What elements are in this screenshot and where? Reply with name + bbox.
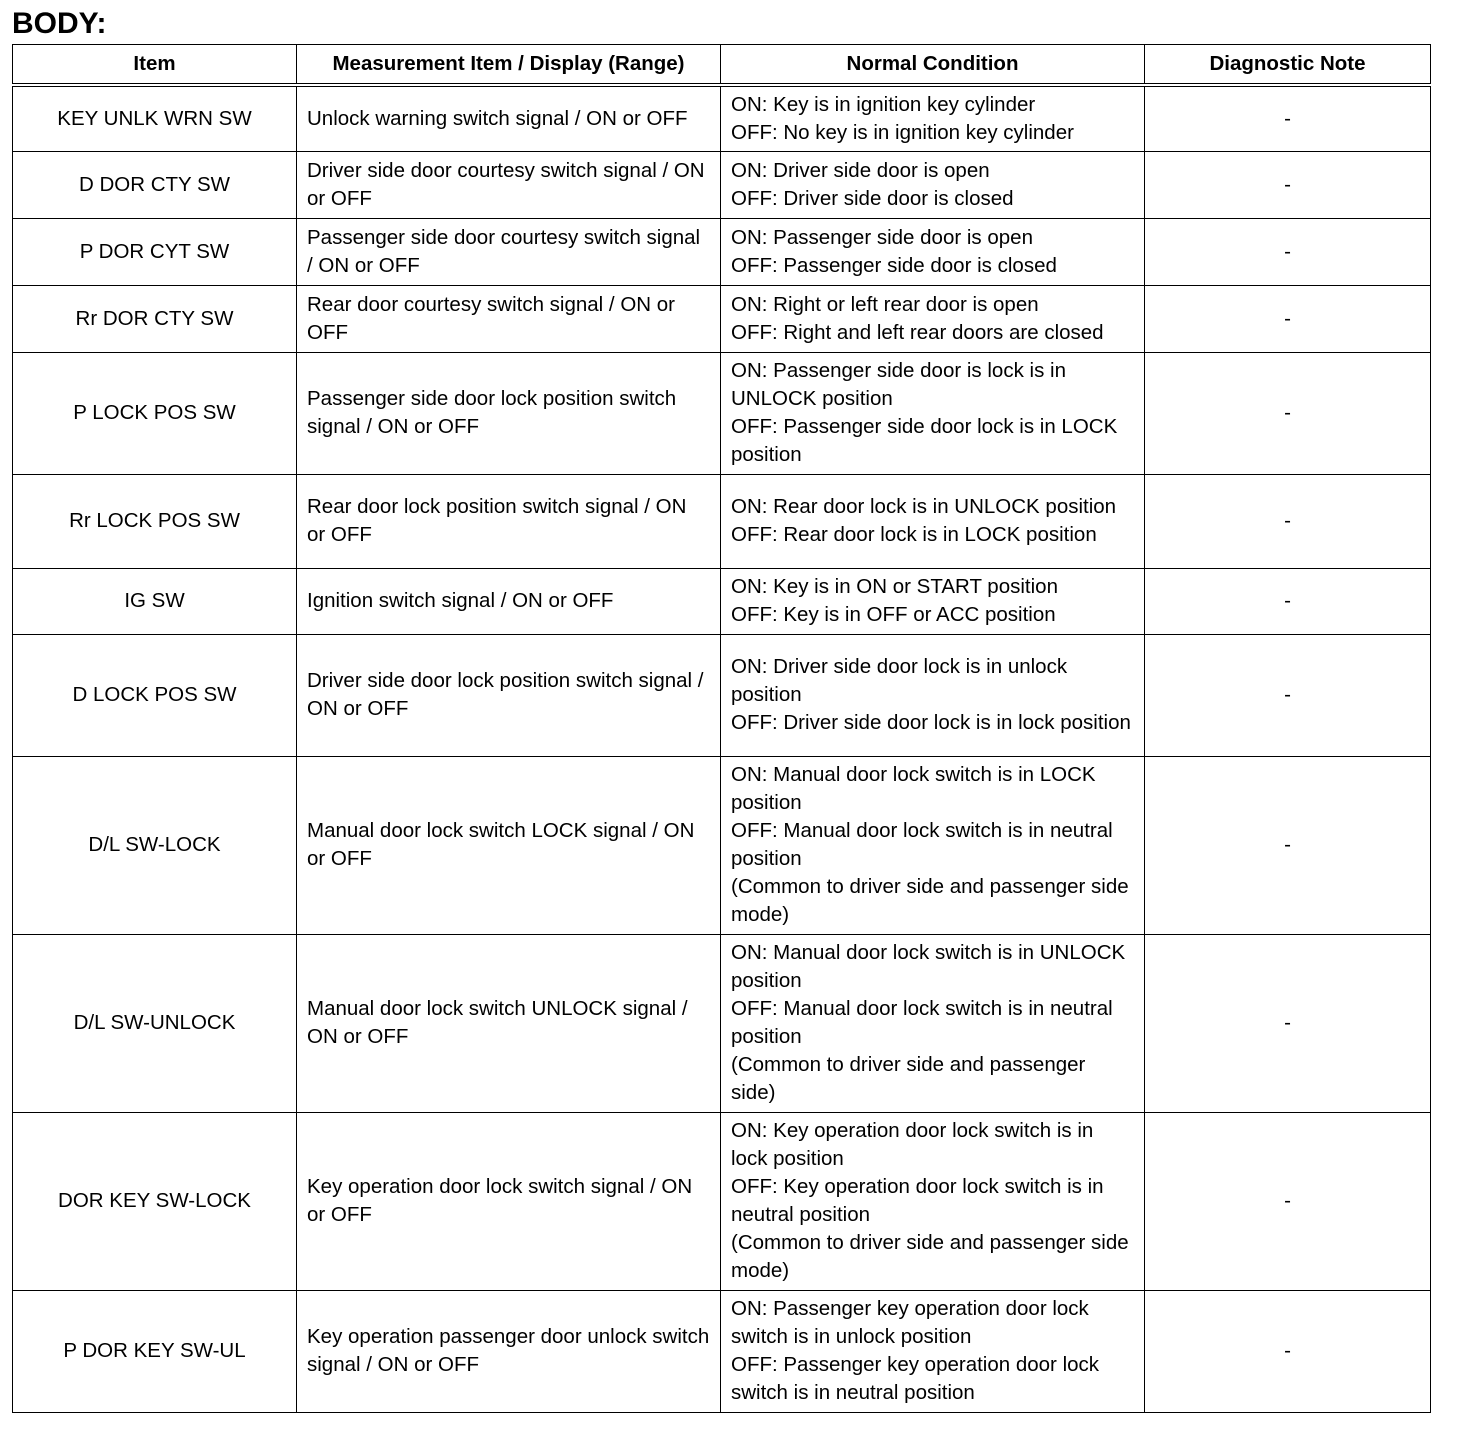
data-list-table	[12, 44, 1431, 1413]
measurement-cell: Manual door lock switch LOCK signal / ON or OFF	[297, 756, 721, 934]
table-row	[13, 474, 1431, 568]
condition-cell	[721, 756, 1145, 934]
condition-line: ON: Key is in ignition key cylinder	[731, 92, 1036, 116]
measurement-cell: Driver side door lock position switch signal / ON or OFF	[297, 634, 721, 756]
condition-line: (Common to driver side and passenger side)	[731, 1053, 1086, 1104]
condition-line: ON: Passenger side door is open	[731, 225, 1033, 249]
condition-line: OFF: Passenger side door lock is in LOCK position	[731, 415, 1118, 466]
diagnostic-note-cell: -	[1145, 1112, 1431, 1290]
table-row	[13, 568, 1431, 634]
item-cell: P DOR KEY SW-UL	[13, 1290, 297, 1412]
measurement-cell: Passenger side door courtesy switch signal / ON or OFF	[297, 218, 721, 285]
diagnostic-note-cell: -	[1145, 474, 1431, 568]
table-row	[13, 634, 1431, 756]
condition-line: OFF: Key operation door lock switch is in neutral position	[731, 1175, 1104, 1226]
table-row	[13, 1290, 1431, 1412]
condition-line: OFF: Rear door lock is in LOCK position	[731, 523, 1097, 546]
condition-line: OFF: Manual door lock switch is in neutral position	[731, 997, 1113, 1048]
condition-line: OFF: Driver side door lock is in lock position	[731, 711, 1131, 734]
diagnostic-note-cell: -	[1145, 85, 1431, 151]
condition-line: ON: Manual door lock switch is in LOCK position	[731, 763, 1096, 814]
item-cell: D/L SW-UNLOCK	[13, 934, 297, 1112]
condition-line: OFF: No key is in ignition key cylinder	[731, 120, 1074, 144]
condition-line: OFF: Passenger side door is closed	[731, 253, 1057, 277]
item-cell: P LOCK POS SW	[13, 352, 297, 474]
condition-cell	[721, 474, 1145, 568]
diagnostic-note-cell: -	[1145, 151, 1431, 218]
condition-line: ON: Passenger key operation door lock switch is in unlock position	[731, 1297, 1089, 1348]
diagnostic-note-cell: -	[1145, 756, 1431, 934]
diagnostic-note-cell: -	[1145, 934, 1431, 1112]
item-cell: D/L SW-LOCK	[13, 756, 297, 934]
condition-cell	[721, 85, 1145, 151]
item-cell: Rr LOCK POS SW	[13, 474, 297, 568]
measurement-cell: Manual door lock switch UNLOCK signal / ON or OFF	[297, 934, 721, 1112]
item-cell: P DOR CYT SW	[13, 218, 297, 285]
measurement-cell: Passenger side door lock position switch signal / ON or OFF	[297, 352, 721, 474]
table-row	[13, 1112, 1431, 1290]
condition-line: ON: Key operation door lock switch is in lock position	[731, 1119, 1094, 1170]
diagnostic-note-cell: -	[1145, 568, 1431, 634]
measurement-cell: Driver side door courtesy switch signal / ON or OFF	[297, 151, 721, 218]
measurement-cell: Rear door courtesy switch signal / ON or OFF	[297, 285, 721, 352]
condition-line: ON: Passenger side door is lock is in UNLOCK position	[731, 359, 1066, 410]
diagnostic-note-cell: -	[1145, 1290, 1431, 1412]
item-cell: D LOCK POS SW	[13, 634, 297, 756]
diagnostic-note-cell: -	[1145, 352, 1431, 474]
table-row	[13, 285, 1431, 352]
condition-line: ON: Rear door lock is in UNLOCK position	[731, 495, 1117, 518]
item-cell: KEY UNLK WRN SW	[13, 85, 297, 151]
measurement-cell: Key operation door lock switch signal / ON or OFF	[297, 1112, 721, 1290]
condition-line: OFF: Driver side door is closed	[731, 186, 1014, 210]
measurement-cell: Rear door lock position switch signal / ON or OFF	[297, 474, 721, 568]
table-row	[13, 151, 1431, 218]
table-header-row	[13, 45, 1431, 86]
header-diagnostic-note: Diagnostic Note	[1145, 45, 1431, 86]
condition-cell	[721, 634, 1145, 756]
condition-cell	[721, 151, 1145, 218]
condition-line: ON: Key is in ON or START position	[731, 575, 1058, 598]
table-row	[13, 352, 1431, 474]
item-cell: D DOR CTY SW	[13, 151, 297, 218]
condition-line: ON: Driver side door is open	[731, 158, 990, 182]
condition-line: OFF: Key is in OFF or ACC position	[731, 603, 1056, 626]
measurement-cell: Unlock warning switch signal / ON or OFF	[297, 85, 721, 151]
condition-line: OFF: Right and left rear doors are closed	[731, 320, 1104, 344]
header-normal-condition: Normal Condition	[721, 45, 1145, 86]
diagnostic-note-cell: -	[1145, 285, 1431, 352]
condition-line: (Common to driver side and passenger side mode)	[731, 875, 1129, 926]
measurement-cell: Ignition switch signal / ON or OFF	[297, 568, 721, 634]
condition-cell	[721, 934, 1145, 1112]
condition-line: ON: Manual door lock switch is in UNLOCK position	[731, 941, 1126, 992]
diagnostic-note-cell: -	[1145, 634, 1431, 756]
condition-line: (Common to driver side and passenger side mode)	[731, 1231, 1129, 1282]
condition-line: OFF: Manual door lock switch is in neutral position	[731, 819, 1113, 870]
condition-line: ON: Driver side door lock is in unlock position	[731, 655, 1068, 706]
table-row	[13, 218, 1431, 285]
page-title: BODY:	[12, 7, 107, 40]
condition-cell	[721, 218, 1145, 285]
measurement-cell: Key operation passenger door unlock switch signal / ON or OFF	[297, 1290, 721, 1412]
item-cell: Rr DOR CTY SW	[13, 285, 297, 352]
header-item: Item	[13, 45, 297, 86]
table-row	[13, 756, 1431, 934]
header-measurement: Measurement Item / Display (Range)	[297, 45, 721, 86]
condition-cell	[721, 568, 1145, 634]
condition-cell	[721, 1290, 1145, 1412]
condition-cell	[721, 285, 1145, 352]
item-cell: DOR KEY SW-LOCK	[13, 1112, 297, 1290]
condition-cell	[721, 352, 1145, 474]
table-row	[13, 934, 1431, 1112]
condition-cell	[721, 1112, 1145, 1290]
table-row	[13, 85, 1431, 151]
condition-line: ON: Right or left rear door is open	[731, 292, 1039, 316]
item-cell: IG SW	[13, 568, 297, 634]
condition-line: OFF: Passenger key operation door lock switch is in neutral position	[731, 1353, 1100, 1404]
diagnostic-note-cell: -	[1145, 218, 1431, 285]
